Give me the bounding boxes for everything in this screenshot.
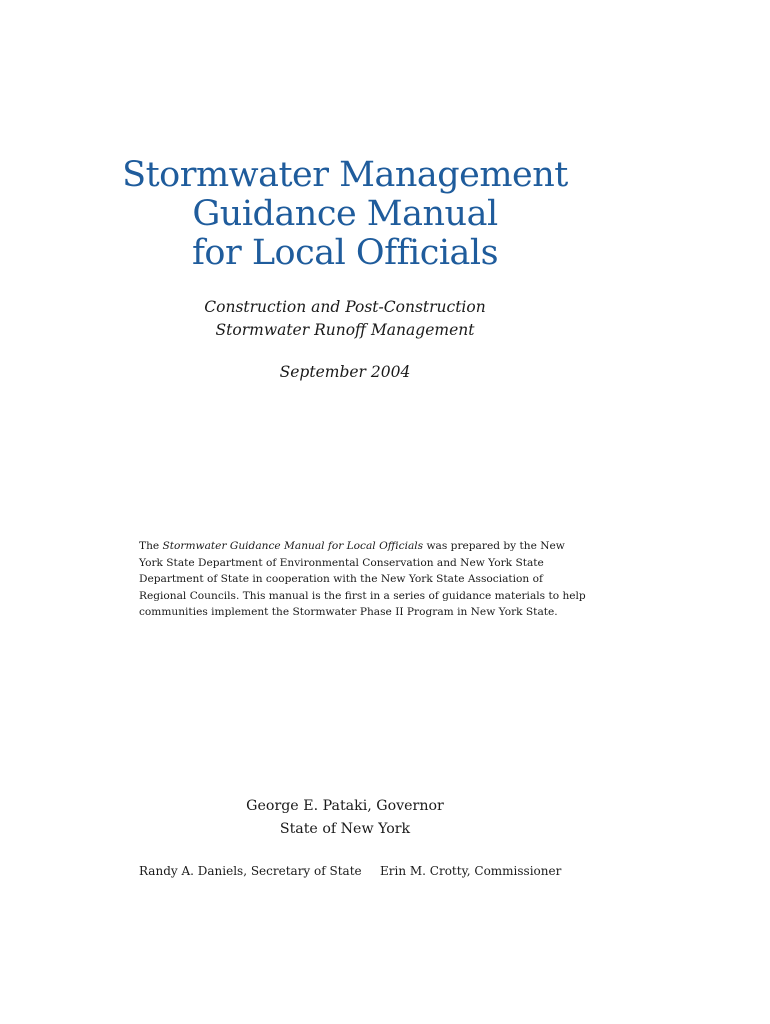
governor-name: George E. Pataki, Governor	[246, 798, 444, 814]
subtitle-line-2: Stormwater Runoff Management	[215, 321, 475, 339]
secretary-of-state: Randy A. Daniels, Secretary of State	[139, 864, 362, 878]
intro-line-3: Department of State in cooperation with the New York State Association of	[139, 573, 543, 586]
intro-line-1	[139, 538, 589, 555]
subtitle-line-1: Construction and Post-Construction	[204, 298, 486, 316]
document-title	[100, 156, 590, 273]
commissioner: Erin M. Crotty, Commissioner	[380, 864, 562, 878]
intro-line-4: Regional Councils. This manual is the first in a series of guidance materials to help	[139, 589, 586, 602]
intro-paragraph	[139, 538, 589, 621]
document-subtitle	[150, 296, 540, 342]
intro-line-5: communities implement the Stormwater Phase II Program in New York State.	[139, 606, 558, 619]
title-line-2: Guidance Manual	[192, 194, 498, 234]
governor-block	[200, 795, 490, 841]
manual-title-italic: Stormwater Guidance Manual for Local Officials	[162, 540, 424, 552]
intro-line-1-suffix: was prepared by the New	[423, 540, 565, 552]
publication-date: September 2004	[279, 363, 411, 381]
title-line-3: for Local Officials	[191, 233, 499, 273]
intro-line-2: York State Department of Environmental Conservation and New York State	[139, 556, 544, 569]
governor-state: State of New York	[279, 821, 411, 837]
intro-line-1-prefix: The	[139, 540, 163, 552]
title-line-1: Stormwater Management	[122, 155, 568, 195]
